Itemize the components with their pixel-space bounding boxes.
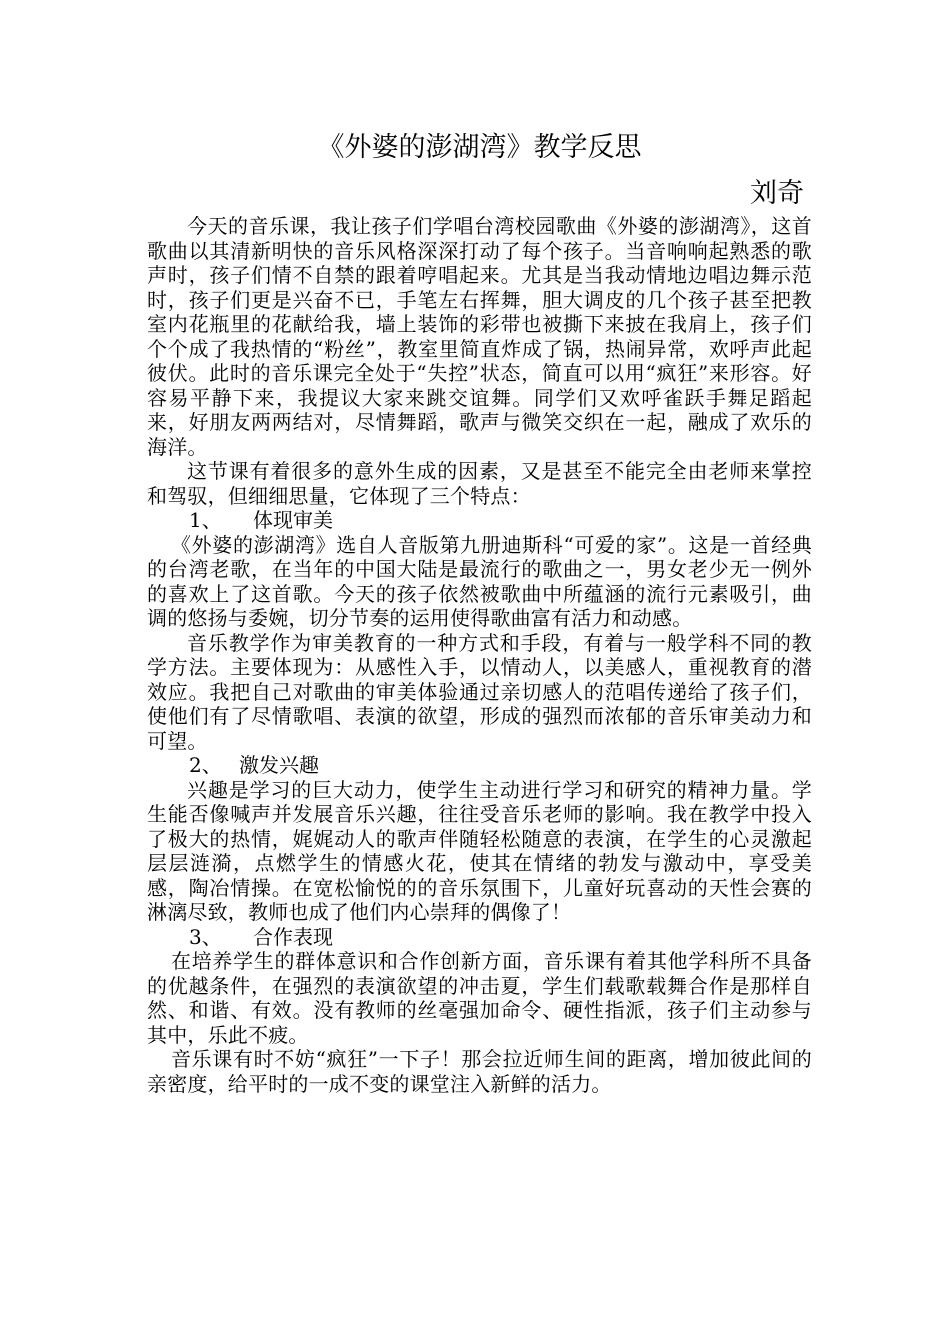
document-title: 《外婆的澎湖湾》教学反思 (317, 132, 642, 163)
body-paragraph: 音乐教学作为审美教育的一种方式和手段，有着与一般学科不同的教学方法。主要体现为：从感性入手，以情动人，以美感人，重视教育的潜效应。我把自己对歌曲的审美体验通过亲切感人的范唱传递给了孩子们，使他们有了尽情歌唱、表演的欲望，形成的强烈而浓郁的音乐审美动力和可望。 (147, 630, 812, 753)
body-paragraph: 兴趣是学习的巨大动力，使学生主动进行学习和研究的精神力量。学生能否像喊声并发展音乐兴趣，往往受音乐老师的影响。我在教学中投入了极大的热情，娓娓动人的歌声伴随轻松随意的表演，在学生的心灵激起层层涟漪，点燃学生的情感火花，使其在情绪的勃发与激动中，享受美感，陶冶情操。在宽松愉悦的的音乐氛围下，儿童好玩喜动的天性会赛的淋漓尽致，教师也成了他们内心崇拜的偶像了！ (147, 777, 812, 924)
body-paragraph: 《外婆的澎湖湾》选自人音版第九册迪斯科“可爱的家”。这是一首经典的台湾老歌，在当年的中国大陆是最流行的歌曲之一，男女老少无一例外的喜欢上了这首歌。今天的孩子依然被歌曲中所蕴涵的流行元素吸引，曲调的悠扬与委婉，切分节奏的运用使得歌曲富有活力和动感。 (147, 532, 812, 630)
section-number: 1、 (189, 508, 222, 532)
body-paragraph: 音乐课有时不妨“疯狂”一下子！那会拉近师生间的距离，增加彼此间的亲密度，给平时的一成不变的课堂注入新鲜的活力。 (147, 1047, 812, 1096)
body-paragraph: 这节课有着很多的意外生成的因素，又是甚至不能完全由老师来掌控和驾驭，但细细思量，它体现了三个特点： (147, 459, 812, 508)
section-number: 2、 (189, 753, 222, 777)
body-paragraph: 今天的音乐课，我让孩子们学唱台湾校园歌曲《外婆的澎湖湾》，这首歌曲以其清新明快的音乐风格深深打动了每个孩子。当音响响起熟悉的歌声时，孩子们情不自禁的跟着哼唱起来。尤其是当我动情地边唱边舞示范时，孩子们更是兴奋不已，手笔左右挥舞，胆大调皮的几个孩子甚至把教室内花瓶里的花献给我，墙上装饰的彩带也被撕下来披在我肩上，孩子们个个成了我热情的“粉丝”，教室里简直炸成了锅，热闹异常，欢呼声此起彼伏。此时的音乐课完全处于“失控”状态，简直可以用“疯狂”来形容。好容易平静下来，我提议大家来跳交谊舞。同学们又欢呼雀跃手舞足蹈起来，好朋友两两结对，尽情舞蹈，歌声与微笑交织在一起，融成了欢乐的海洋。 (147, 214, 812, 459)
section-heading-3 (147, 925, 812, 950)
body-paragraph: 在培养学生的群体意识和合作创新方面，音乐课有着其他学科所不具备的优越条件，在强烈的表演欲望的冲击夏，学生们载歌载舞合作是那样自然、和谐、有效。没有教师的丝毫强加命令、硬性指派，孩子们主动参与其中，乐此不疲。 (147, 949, 812, 1047)
section-number: 3、 (189, 924, 222, 949)
section-title: 合作表现 (253, 924, 333, 949)
document-author: 刘奇 (750, 178, 804, 209)
section-title: 激发兴趣 (239, 753, 319, 777)
section-heading-2 (147, 753, 812, 778)
section-heading-1 (147, 508, 812, 533)
document-page (147, 128, 812, 1096)
section-title: 体现审美 (253, 508, 333, 532)
